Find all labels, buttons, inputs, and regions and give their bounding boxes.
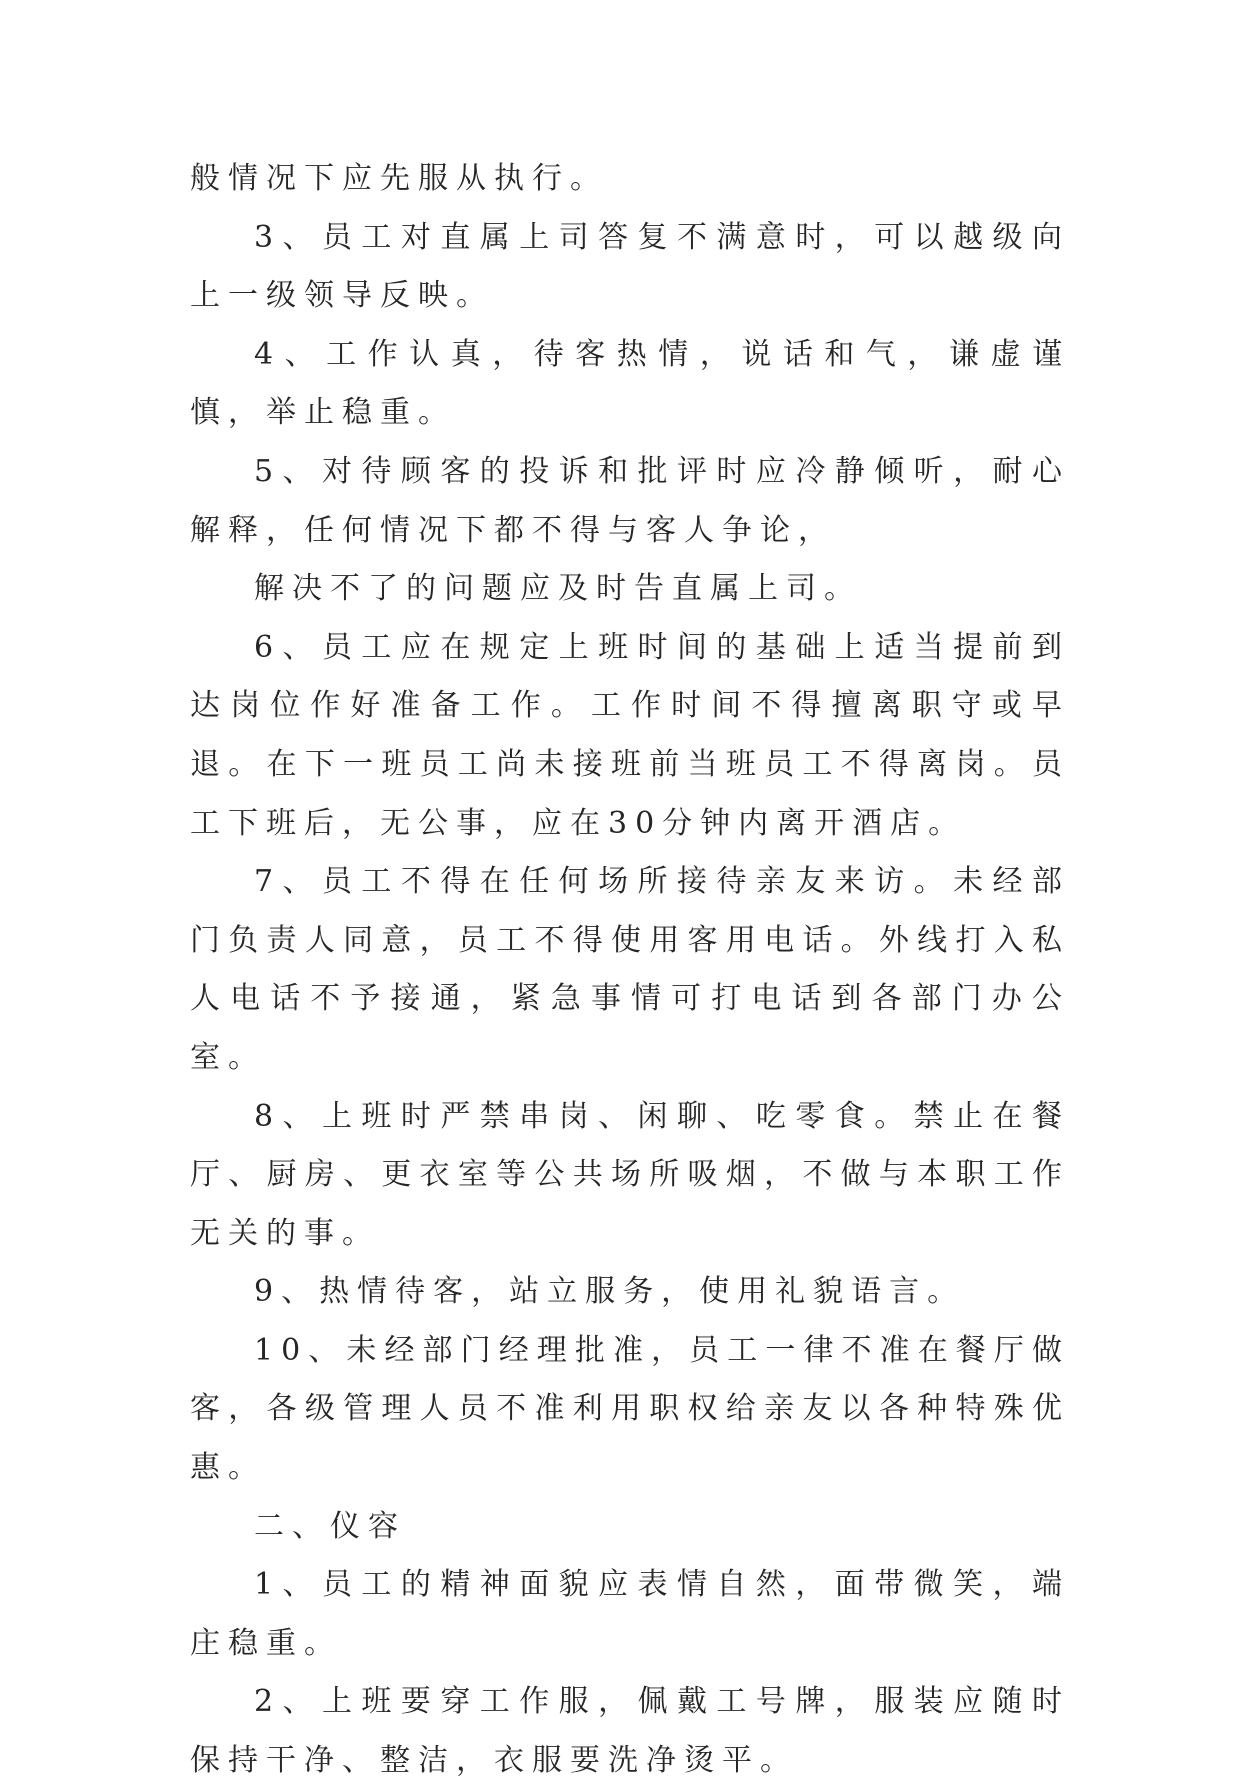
paragraph-2: 3、员工对直属上司答复不满意时，可以越级向上一级领导反映。 bbox=[190, 219, 1070, 314]
paragraph-7: 7、员工不得在任何场所接待亲友来访。未经部门负责人同意，员工不得使用客用电话。外线打入私人电话不予接通，紧急事情可打电话到各部门办公室。 bbox=[190, 864, 1070, 1075]
document-body bbox=[190, 150, 1070, 1791]
paragraph-4: 5、对待顾客的投诉和批评时应冷静倾听，耐心解释，任何情况下都不得与客人争论， bbox=[190, 453, 1070, 548]
paragraph-1: 般情况下应先服从执行。 bbox=[190, 161, 608, 196]
paragraph-12: 2、上班要穿工作服，佩戴工号牌，服装应随时保持干净、整洁，衣服要洗净烫平。 bbox=[190, 1684, 1070, 1779]
paragraph-9: 9、热情待客，站立服务，使用礼貌语言。 bbox=[254, 1274, 966, 1310]
paragraph-6: 6、员工应在规定上班时间的基础上适当提前到达岗位作好准备工作。工作时间不得擅离职守或早退。在下一班员工尚未接班前当班员工不得离岗。员工下班后，无公事，应在30分钟内离开酒店。 bbox=[190, 629, 1070, 841]
paragraph-8: 8、上班时严禁串岗、闲聊、吃零食。禁止在餐厅、厨房、更衣室等公共场所吸烟，不做与本职工作无关的事。 bbox=[190, 1098, 1070, 1251]
paragraph-11: 1、员工的精神面貌应表情自然，面带微笑，端庄稳重。 bbox=[190, 1567, 1070, 1661]
section-heading: 二、仪容 bbox=[254, 1508, 406, 1544]
paragraph-5: 解决不了的问题应及时告直属上司。 bbox=[254, 571, 862, 607]
paragraph-10: 10、未经部门经理批准，员工一律不准在餐厅做客，各级管理人员不准利用职权给亲友以各种特殊优惠。 bbox=[190, 1332, 1070, 1486]
paragraph-3: 4、工作认真，待客热情，说话和气，谦虚谨慎，举止稳重。 bbox=[190, 336, 1070, 431]
